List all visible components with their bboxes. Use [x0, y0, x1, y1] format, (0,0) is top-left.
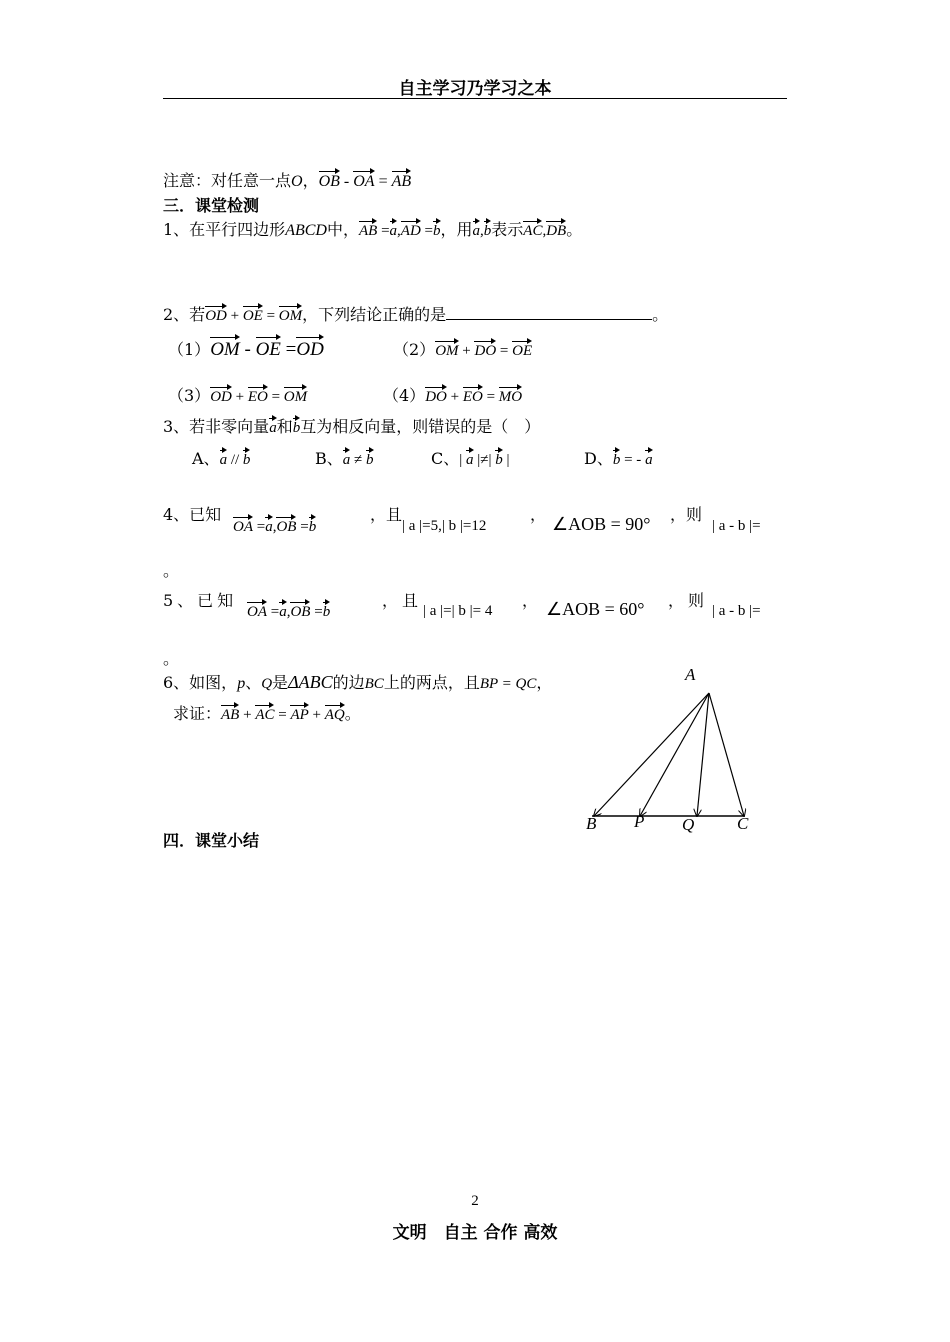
q2-opt3-label: （3） [168, 386, 211, 405]
q6-plus2: + [308, 707, 325, 723]
q2-option-1 [168, 337, 324, 361]
q6-condition: BP = QC [479, 676, 537, 692]
q5-given [247, 601, 330, 621]
q2-opt4-op: + [446, 389, 463, 405]
q1-end: 。 [566, 220, 583, 239]
question-2 [163, 302, 668, 325]
question-6 [163, 670, 552, 693]
q4-sep: ， [530, 505, 547, 524]
q2-eq: = [262, 308, 279, 324]
q5-comma1: , [286, 604, 291, 620]
q3-prefix: 3、若非零向量 [163, 417, 270, 436]
q3-and: 和 [276, 417, 293, 436]
q3-b-label: B、 [315, 449, 343, 468]
q3-d-label: D、 [584, 449, 613, 468]
q5-vec-oa: OA [247, 604, 267, 620]
note-comma: ， [302, 171, 319, 190]
q2-opt3-eq: = [267, 389, 284, 405]
q6-vec-ab: AB [221, 707, 240, 723]
q6-vec-ac: AC [255, 707, 275, 723]
q3-b-expr1: a [342, 452, 351, 468]
q3-d-expr1: b [612, 452, 621, 468]
q1-vec-b2: b [483, 223, 492, 239]
q4-vec-a: a [265, 519, 273, 535]
q2-opt1-v2: OE [255, 339, 281, 360]
page-header: 自主学习乃学习之本 [398, 79, 552, 99]
q1-eq2: = [420, 223, 433, 239]
q3-a-op: // [227, 452, 243, 468]
q1-vec-a2: a [472, 223, 481, 239]
q2-plus: + [226, 308, 243, 324]
q1-vec-b: b [433, 223, 441, 239]
section3-title: 三．课堂检测 [163, 196, 260, 215]
q4-comma1: , [272, 519, 277, 535]
note-vec-ab: AB [391, 173, 412, 190]
q2-option-2 [393, 337, 532, 360]
note-point: O [291, 173, 303, 190]
q2-opt3-v3: OM [283, 389, 308, 405]
q3-vec-b: b [292, 420, 301, 436]
q3-c-op: |≠| [473, 452, 496, 468]
q2-end: 。 [652, 305, 669, 324]
q6-bc: BC [364, 676, 384, 692]
q6-comma: ， [536, 673, 553, 692]
q5-eq1: = [267, 604, 280, 620]
q2-opt1-eq: = [280, 339, 297, 360]
q1-shape: ABCD [285, 222, 327, 239]
q5-prefix: 5、已知 [163, 591, 238, 610]
q5-and: ，且 [382, 591, 423, 610]
q5-end: 。 [163, 649, 180, 668]
page-footer-motto: 文明 自主 合作 高效 [392, 1223, 558, 1243]
q6-p: p [237, 675, 246, 692]
q5-then: ，则 [668, 591, 709, 610]
q1-comma3: , [542, 223, 547, 239]
q6-eq: = [274, 707, 291, 723]
q1-prefix: 1、在平行四边形 [163, 220, 286, 239]
q2-opt4-v3: MO [498, 389, 523, 405]
q4-angle: ∠AOB = 90° [552, 514, 651, 534]
triangle-figure [582, 665, 757, 840]
q6-prefix: 6、如图， [163, 673, 238, 692]
q2-opt3-v2: EO [247, 389, 268, 405]
q2-opt1-op: - [239, 339, 256, 360]
q3-c-expr1: a [466, 452, 474, 468]
q2-opt2-v1: OM [435, 343, 459, 359]
q3-c-label: C、 [431, 449, 460, 468]
q1-use: ，用 [440, 220, 473, 239]
q4-vec-ob: OB [276, 519, 297, 535]
q1-eq1: = [377, 223, 390, 239]
q2-opt4-label: （4） [383, 386, 426, 405]
q4-eq1: = [253, 519, 266, 535]
q2-prefix: 2、若 [163, 305, 206, 324]
q2-opt2-v3: OE [512, 343, 533, 359]
q5-eq2: = [310, 604, 323, 620]
q1-vec-ac: AC [523, 223, 543, 239]
q2-opt2-v2: DO [474, 343, 497, 359]
q5-condition: | a |=| b |= 4 [423, 603, 493, 619]
q3-a-label: A、 [192, 449, 220, 468]
q2-opt1-v3: OD [296, 339, 324, 360]
vector-ac-line [709, 693, 744, 816]
question-5 [163, 588, 237, 611]
q3-a-expr1: a [219, 452, 228, 468]
note-eq: = [374, 173, 392, 190]
note-vec-ob: OB [318, 173, 340, 190]
question-1 [163, 217, 582, 240]
q1-vec-db: DB [546, 223, 567, 239]
q4-prefix: 4、已知 [163, 505, 222, 524]
q2-opt1-v1: OM [210, 339, 240, 360]
q3-option-a [192, 446, 250, 469]
q6-triangle: ΔABC [288, 672, 333, 692]
q3-d-expr2: a [645, 452, 653, 468]
q4-given [233, 516, 316, 536]
q2-opt2-op: + [458, 343, 475, 359]
q4-and: ，且 [370, 505, 403, 524]
q4-condition: | a |=5,| b |=12 [402, 518, 487, 534]
q3-b-expr2: b [366, 452, 374, 468]
q6-vec-ap: AP [290, 707, 309, 723]
q4-vec-b: b [308, 519, 317, 535]
label-q: Q [682, 815, 695, 834]
q3-b-op: ≠ [350, 452, 366, 468]
q3-text: 互为相反向量，则错误的是（ ） [300, 417, 541, 436]
q5-vec-ob: OB [290, 604, 311, 620]
q1-comma1: , [397, 223, 401, 239]
q4-then: ，则 [670, 505, 703, 524]
q5-angle: ∠AOB = 60° [546, 599, 645, 619]
label-c: C [737, 814, 749, 833]
q3-option-d [584, 446, 653, 469]
label-p: P [634, 812, 645, 831]
q6-edge: 的边 [332, 673, 365, 692]
q5-vec-a: a [279, 604, 287, 620]
q6-vec-aq: AQ [324, 707, 345, 723]
page-number: 2 [471, 1193, 479, 1209]
q2-vec-od: OD [205, 308, 227, 324]
question-4 [163, 502, 221, 525]
q2-opt2-eq: = [496, 343, 513, 359]
q4-end: 。 [163, 561, 180, 580]
q2-text: ，下列结论正确的是 [302, 305, 447, 324]
q3-c-expr2: b [495, 452, 503, 468]
q1-vec-a: a [389, 223, 398, 239]
q6-prove-line [173, 701, 361, 724]
note-prefix: 注意：对任意一点 [163, 171, 292, 190]
q3-d-op: = - [620, 452, 646, 468]
q6-sep: 、 [245, 673, 262, 692]
q6-prove: 求证： [173, 704, 222, 723]
section4-title: 四．课堂小结 [163, 831, 260, 850]
q5-sep: ， [522, 591, 539, 610]
q6-q: Q [261, 676, 273, 692]
q2-vec-oe: OE [242, 308, 263, 324]
q2-option-3 [168, 383, 307, 406]
q4-vec-oa: OA [233, 519, 253, 535]
label-a: A [685, 665, 696, 684]
q1-vec-ad: AD [400, 223, 421, 239]
q2-opt2-label: （2） [393, 340, 436, 359]
q3-vec-a: a [269, 420, 277, 436]
q2-answer-blank[interactable] [446, 305, 652, 320]
q2-opt3-v1: OD [210, 389, 232, 405]
q2-opt1-label: （1） [168, 340, 211, 359]
q3-c-post: | [502, 452, 510, 468]
note-minus: - [339, 173, 354, 190]
question-3 [163, 414, 540, 437]
q4-eq2: = [296, 519, 309, 535]
vector-ab-line [594, 693, 709, 816]
q6-text: 上的两点，且 [383, 673, 480, 692]
q3-a-expr2: b [242, 452, 251, 468]
q6-plus1: + [239, 707, 256, 723]
q1-vec-ab: AB [358, 223, 378, 239]
q1-mid: 中， [326, 220, 359, 239]
q3-c-pre: | [459, 452, 467, 468]
q3-option-c [431, 446, 510, 469]
q2-opt4-v1: DO [425, 389, 447, 405]
q1-express: 表示 [491, 220, 524, 239]
q2-option-4 [383, 383, 522, 406]
q1-comma2: , [480, 223, 484, 239]
q4-result: | a - b |= [712, 518, 761, 534]
label-b: B [586, 814, 597, 833]
header-rule [163, 98, 787, 99]
q3-option-b [315, 446, 374, 469]
q5-vec-b: b [322, 604, 331, 620]
q5-result: | a - b |= [712, 603, 761, 619]
q2-opt3-op: + [231, 389, 248, 405]
q6-is: 是 [272, 673, 289, 692]
q2-opt4-v2: EO [462, 389, 483, 405]
q2-opt4-eq: = [482, 389, 499, 405]
q2-vec-om: OM [278, 308, 303, 324]
note-line [163, 168, 411, 191]
triangle-diagram [582, 665, 757, 840]
note-vec-oa: OA [353, 173, 375, 190]
q6-end: 。 [344, 704, 361, 723]
